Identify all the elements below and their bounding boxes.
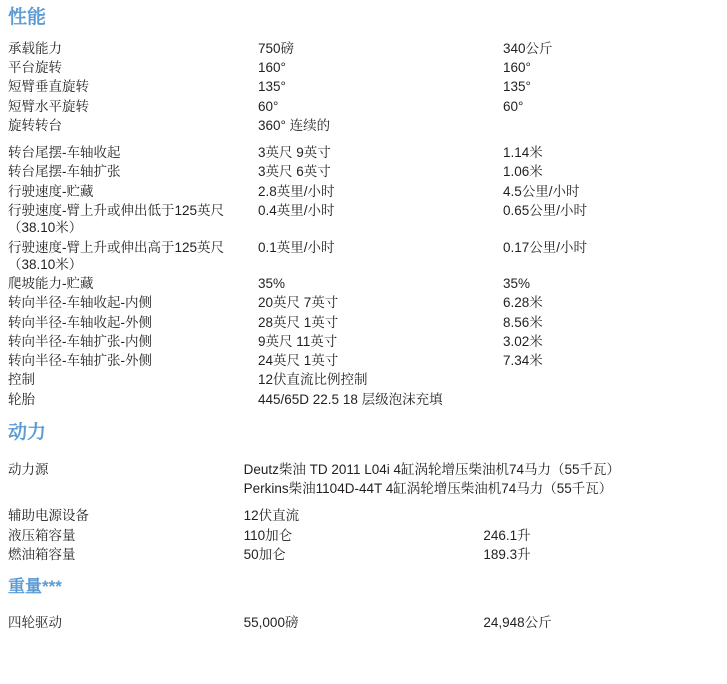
table-row — [4, 97, 723, 116]
row-value-imperial: 160° — [258, 60, 286, 76]
row-value-imperial: 35% — [258, 276, 286, 292]
row-spacer — [4, 452, 723, 460]
weight-table — [4, 605, 723, 632]
table-row — [4, 238, 723, 275]
table-row — [4, 479, 723, 498]
row-label: 爬坡能力-贮藏 — [8, 276, 94, 292]
table-row — [4, 545, 723, 564]
row-value-imperial: 3英尺 9英寸 — [258, 145, 331, 161]
table-row — [4, 526, 723, 545]
power-table — [4, 452, 723, 564]
row-value-metric: 0.65公里/小时 — [503, 203, 588, 219]
spacer — [4, 29, 723, 39]
row-value-imperial: 24英尺 1英寸 — [258, 353, 339, 369]
row-value-imperial: 445/65D 22.5 18 层级泡沫充填 — [258, 391, 443, 407]
row-value-imperial: 360° 连续的 — [258, 117, 331, 133]
row-value-imperial: 2.8英里/小时 — [258, 183, 335, 199]
table-row — [4, 39, 723, 58]
table-row — [4, 332, 723, 351]
row-value-imperial: 110加仑 — [243, 527, 293, 543]
table-row — [4, 77, 723, 96]
row-value-metric — [483, 506, 723, 525]
table-row — [4, 162, 723, 181]
row-label: 轮胎 — [8, 391, 35, 407]
row-value-imperial: 28英尺 1英寸 — [258, 314, 339, 330]
performance-table — [4, 39, 723, 409]
row-value-metric: 35% — [503, 276, 531, 292]
table-row — [4, 116, 723, 135]
row-label: 行驶速度-臂上升或伸出低于125英尺（38.10米） — [8, 203, 225, 236]
row-value-imperial: 135° — [258, 79, 286, 95]
row-spacer — [4, 135, 723, 143]
row-label: 短臂水平旋转 — [8, 98, 89, 114]
row-value-metric — [503, 116, 723, 135]
row-value-metric: 24,948公斤 — [483, 614, 552, 630]
row-value-imperial: 0.4英里/小时 — [258, 203, 335, 219]
row-label: 燃油箱容量 — [8, 546, 76, 562]
row-value-metric: 160° — [503, 60, 531, 76]
table-row — [4, 460, 723, 479]
row-value-metric: 3.02米 — [503, 333, 543, 349]
row-value-metric: 1.14米 — [503, 145, 543, 161]
table-row — [4, 201, 723, 238]
row-value-metric: 246.1升 — [483, 527, 531, 543]
row-value-imperial: 55,000磅 — [243, 614, 299, 630]
row-value-metric: 8.56米 — [503, 314, 543, 330]
row-label: 转向半径-车轴收起-外侧 — [8, 314, 152, 330]
row-label: 行驶速度-贮藏 — [8, 183, 94, 199]
row-value-metric: 6.28米 — [503, 295, 543, 311]
table-row — [4, 370, 723, 389]
row-label: 四轮驱动 — [8, 614, 62, 630]
row-value-imperial: 50加仑 — [243, 546, 286, 562]
row-value-metric: 60° — [503, 98, 524, 114]
row-value-imperial: 60° — [258, 98, 279, 114]
row-label: 转向半径-车轴扩张-内侧 — [8, 333, 152, 349]
row-value-metric: 7.34米 — [503, 353, 543, 369]
row-label: 辅助电源设备 — [8, 508, 89, 524]
row-value-metric: 135° — [503, 79, 531, 95]
table-row — [4, 293, 723, 312]
row-value-imperial: 3英尺 6英寸 — [258, 164, 331, 180]
spacer — [4, 597, 723, 605]
table-row — [4, 313, 723, 332]
table-row — [4, 143, 723, 162]
spacer — [4, 444, 723, 452]
row-label: 承载能力 — [8, 40, 62, 56]
table-row — [4, 274, 723, 293]
row-value-imperial: 750磅 — [258, 40, 295, 56]
row-value-metric: 0.17公里/小时 — [503, 239, 588, 255]
row-value-imperial: 12伏直流比例控制 — [258, 372, 368, 388]
row-value-imperial: 20英尺 7英寸 — [258, 295, 339, 311]
row-value-imperial: 0.1英里/小时 — [258, 239, 335, 255]
row-value-metric: 4.5公里/小时 — [503, 183, 580, 199]
table-row — [4, 182, 723, 201]
row-spacer — [4, 605, 723, 613]
row-label: 液压箱容量 — [8, 527, 76, 543]
row-value-imperial: Deutz柴油 TD 2011 L04i 4缸涡轮增压柴油机74马力（55千瓦） — [243, 461, 621, 477]
row-value-imperial: 12伏直流 — [243, 508, 300, 524]
table-row — [4, 351, 723, 370]
row-label: 旋转转台 — [8, 117, 62, 133]
row-label — [4, 479, 244, 498]
row-label: 动力源 — [8, 461, 49, 477]
row-value-imperial: 9英尺 11英寸 — [258, 333, 338, 349]
row-label: 转台尾摆-车轴扩张 — [8, 164, 121, 180]
row-value-metric: 1.06米 — [503, 164, 543, 180]
section-title-power: 动力 — [8, 421, 47, 443]
row-value-metric: 189.3升 — [483, 546, 531, 562]
section-title-weight: 重量*** — [8, 577, 62, 597]
section-title-performance: 性能 — [8, 7, 47, 28]
row-label: 转台尾摆-车轴收起 — [8, 145, 121, 161]
row-label: 控制 — [8, 372, 35, 388]
row-label: 平台旋转 — [8, 60, 62, 76]
table-row — [4, 506, 723, 525]
row-value-metric: 340公斤 — [503, 40, 553, 56]
table-row — [4, 58, 723, 77]
table-row — [4, 613, 723, 632]
row-value-imperial: Perkins柴油1104D-44T 4缸涡轮增压柴油机74马力（55千瓦） — [243, 481, 613, 497]
row-label: 短臂垂直旋转 — [8, 79, 89, 95]
row-spacer — [4, 498, 723, 506]
row-label: 转向半径-车轴扩张-外侧 — [8, 353, 152, 369]
row-label: 转向半径-车轴收起-内侧 — [8, 295, 152, 311]
table-row — [4, 390, 723, 409]
row-label: 行驶速度-臂上升或伸出高于125英尺（38.10米） — [8, 239, 225, 272]
